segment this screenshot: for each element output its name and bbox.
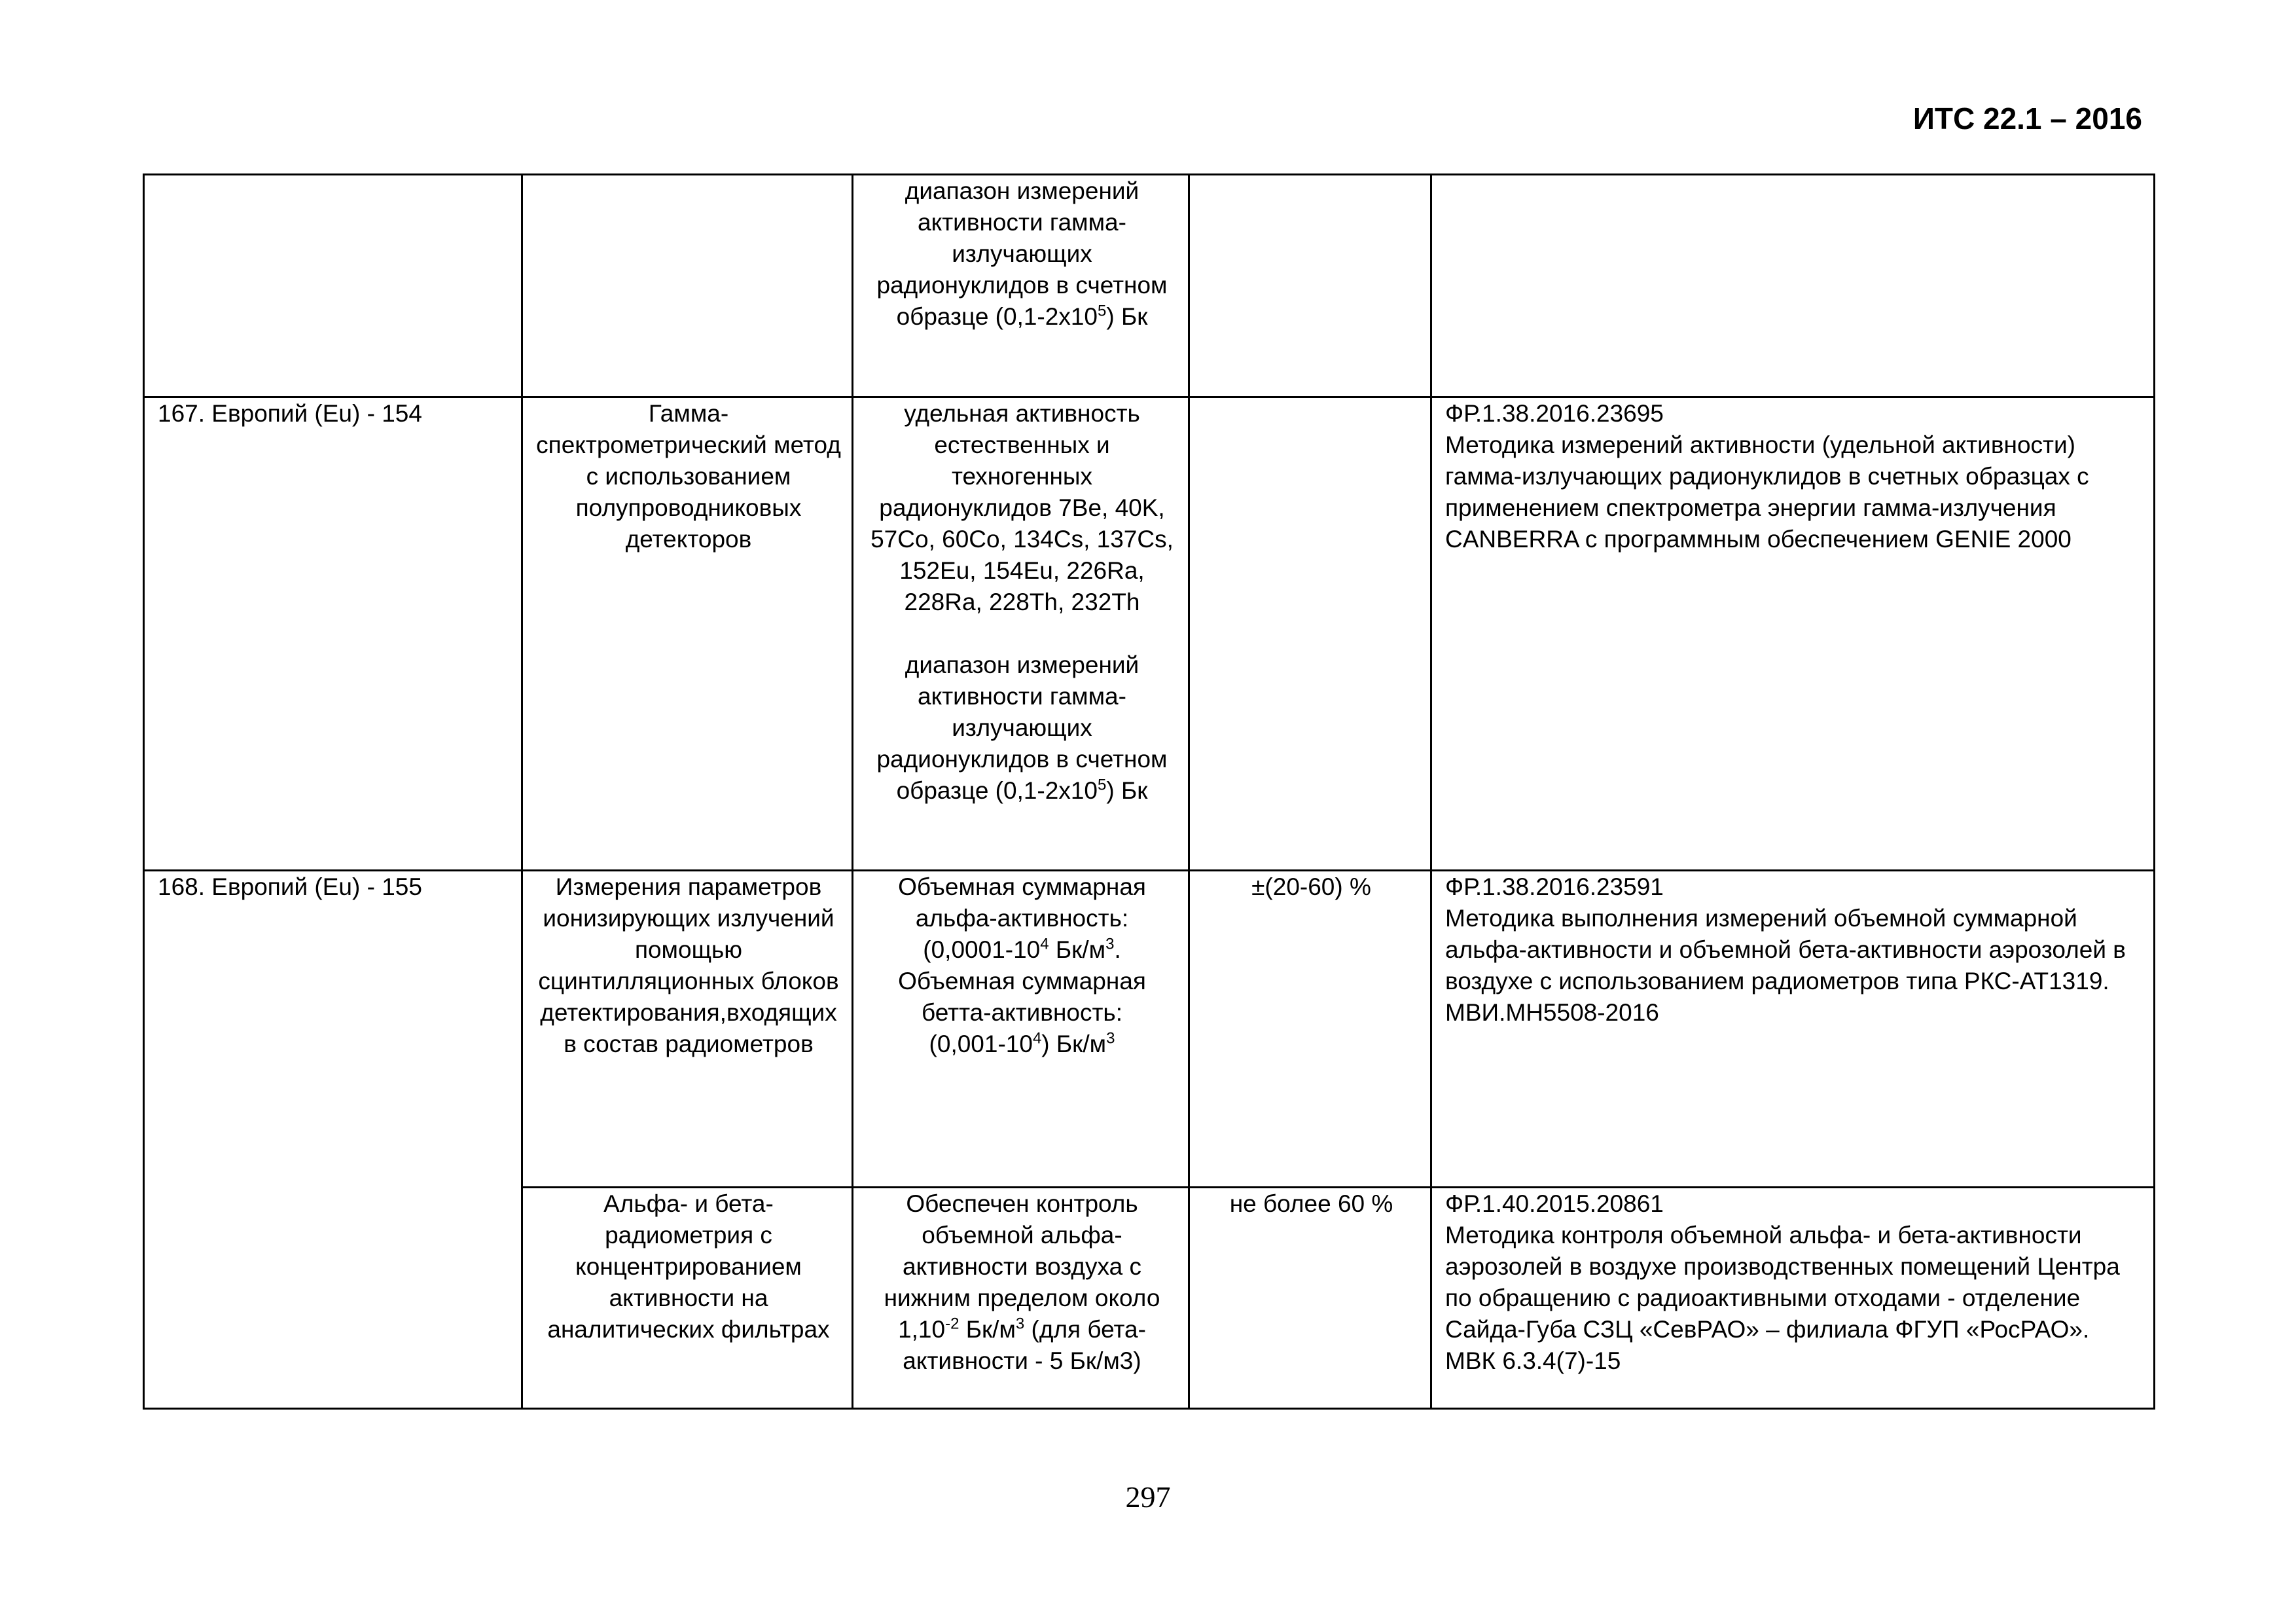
- document-title: Методика выполнения измерений объемной суммарной альфа-активности и объемной бета-активности аэрозолей в воздухе с использованием радиометров типа РКС-АТ1319. МВИ.МН5508-2016: [1445, 905, 2126, 1026]
- method-cell: Альфа- и бета-радиометрия с концентрированием активности на аналитических фильтрах: [522, 1188, 853, 1409]
- beta-activity-label: Объемная суммарная бетта-активность:: [898, 968, 1146, 1026]
- range-text: [867, 649, 1177, 807]
- activity-cell: [853, 175, 1189, 397]
- uncertainty-cell: [1189, 175, 1431, 397]
- activity-cell: [853, 871, 1189, 1188]
- superscript: 3: [1106, 1029, 1115, 1048]
- range-text-part: диапазон измерений активности гамма-излучающих радионуклидов в счетном образце (0,1-2х10: [876, 651, 1168, 804]
- document-cell: [1431, 397, 2155, 871]
- element-cell: 167. Европий (Eu) - 154: [144, 397, 522, 871]
- document-number: ФР.1.40.2015.20861: [1445, 1190, 1664, 1217]
- range-text-part: ) Бк: [1106, 777, 1148, 804]
- document-title: Методика контроля объемной альфа- и бета-активности аэрозолей в воздухе производственных помещений Центра по обращению с радиоактивными отходами - отделение Сайда-Губа СЗЦ «СевРАО» – филиала ФГУП «РосРАО». МВК 6.3.4(7)-15: [1445, 1222, 2120, 1374]
- alpha-activity-value: [867, 934, 1177, 966]
- superscript: 5: [1097, 776, 1107, 794]
- document-title: Методика измерений активности (удельной активности) гамма-излучающих радионуклидов в счетных образцах с применением спектрометра энергии гамма-излучения CANBERRA с программным обеспечением GENIE 2000: [1445, 431, 2089, 553]
- value-part: ) Бк/м: [1041, 1030, 1107, 1057]
- value-part: (0,0001-10: [923, 936, 1041, 963]
- value-part: Обеспечен контроль объемной альфа-активности воздуха с нижним пределом около 1,10: [884, 1190, 1160, 1343]
- superscript: 4: [1032, 1029, 1042, 1048]
- method-cell: Гамма-спектрометрический метод с использованием полупроводниковых детекторов: [522, 397, 853, 871]
- value-part: (0,001-10: [929, 1030, 1033, 1057]
- superscript: -2: [945, 1315, 960, 1333]
- element-cell: [144, 175, 522, 397]
- document-number: ФР.1.38.2016.23695: [1445, 400, 1664, 427]
- value-part: Бк/м: [959, 1316, 1016, 1343]
- document-cell: [1431, 871, 2155, 1188]
- page-number: 297: [1125, 1480, 1171, 1514]
- range-text: диапазон измерений активности гамма-излучающих радионуклидов в счетном образце (0,1-2х10: [876, 177, 1168, 330]
- superscript: 3: [1015, 1315, 1025, 1333]
- document-cell: [1431, 175, 2155, 397]
- method-cell: [522, 175, 853, 397]
- table-row: [144, 871, 2155, 1188]
- activity-text: удельная активность естественных и техногенных радионуклидов 7Be, 40K, 57Co, 60Co, 134Cs, 137Cs, 152Eu, 154Eu, 226Ra, 228Ra, 228Th, 232Th: [870, 400, 1174, 615]
- value-part: .: [1114, 936, 1121, 963]
- value-part: (для бета-активности - 5 Бк/м3): [903, 1316, 1146, 1374]
- superscript: 5: [1097, 302, 1107, 320]
- element-cell: 168. Европий (Eu) - 155: [144, 871, 522, 1409]
- activity-cell: [853, 1188, 1189, 1409]
- beta-activity-value: [867, 1029, 1177, 1060]
- method-cell: Измерения параметров ионизирующих излучений помощью сцинтилляционных блоков детектирования,входящих в состав радиометров: [522, 871, 853, 1188]
- table-row: [144, 397, 2155, 871]
- table-row: [144, 175, 2155, 397]
- document-number: ФР.1.38.2016.23591: [1445, 873, 1664, 900]
- superscript: 3: [1105, 935, 1115, 953]
- range-text: ) Бк: [1106, 303, 1148, 330]
- uncertainty-cell: [1189, 397, 1431, 871]
- value-part: Бк/м: [1049, 936, 1106, 963]
- paragraph-gap: [867, 618, 1177, 649]
- uncertainty-cell: не более 60 %: [1189, 1188, 1431, 1409]
- document-cell: [1431, 1188, 2155, 1409]
- methods-table: [143, 173, 2155, 1410]
- alpha-activity-label: Объемная суммарная альфа-активность:: [898, 873, 1146, 932]
- activity-cell: [853, 397, 1189, 871]
- superscript: 4: [1040, 935, 1049, 953]
- document-code: ИТС 22.1 – 2016: [1912, 101, 2142, 136]
- uncertainty-cell: ±(20-60) %: [1189, 871, 1431, 1188]
